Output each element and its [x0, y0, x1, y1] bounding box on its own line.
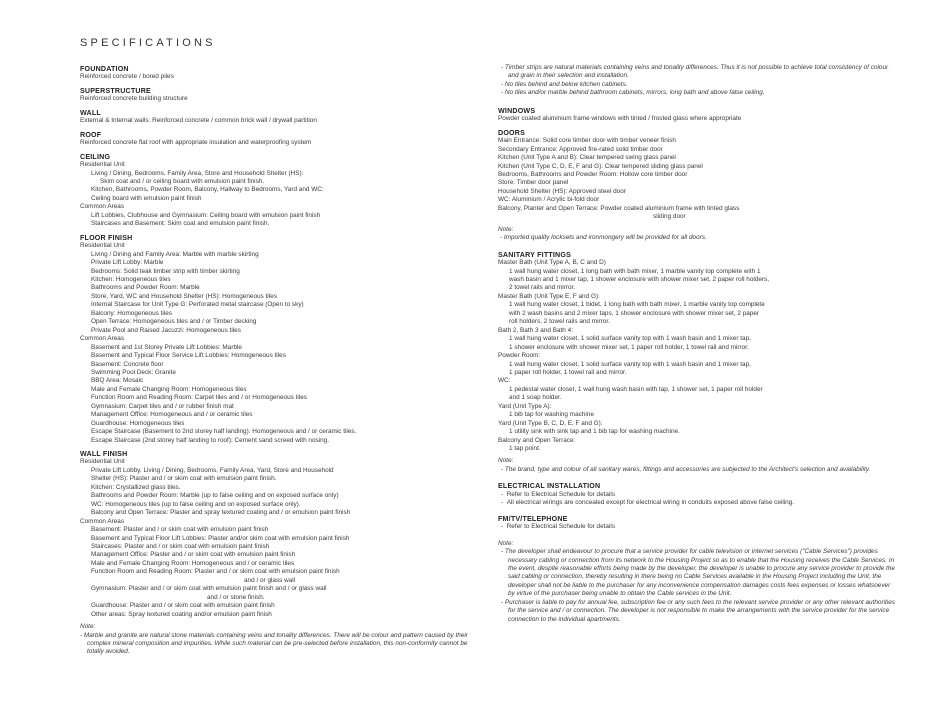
wall-finish-line: Bathrooms and Powder Room: Marble (up to false ceiling and on exposed surface only) — [91, 492, 339, 500]
floor-line: Function Room and Reading Room: Carpet tiles and / or Homogeneous tiles — [91, 394, 307, 402]
wall-finish-line: Guardhouse: Plaster and / or skim coat with emulsion paint finish — [91, 602, 275, 610]
floor-line: Kitchen: Homogeneous tiles — [91, 275, 171, 283]
roof-heading: ROOF — [80, 130, 102, 139]
wall-note-text: - Marble and granite are natural stone materials containing veins and tonality differences. There will be colour and pattern caused by their complex mineral composition and impurities. While such material can be pre-selected before installation, this non-conformity cannot be totally avoided. — [80, 631, 468, 656]
ceiling-line: Lift Lobbies, Clubhouse and Gymnasium: Ceiling board with emulsion paint finish — [91, 211, 321, 219]
windows-text: Powder coated aluminium frame windows with tinted / frosted glass where appropriate — [498, 115, 742, 123]
wall-finish-line: Private Lift Lobby, Living / Dining, Bedrooms, Family Area, Yard, Store and Household — [91, 466, 334, 474]
sanitary-note-heading: Note: — [498, 457, 514, 465]
doors-line: Kitchen (Unit Type C, D, E, F and G): Clear tempered sliding glass panel — [498, 162, 703, 170]
floor-line: Bathrooms and Powder Room: Marble — [91, 284, 200, 292]
windows-heading: WINDOWS — [498, 106, 536, 115]
ceiling-line: Skim coat and / or ceiling board with emulsion paint finish. — [100, 177, 265, 185]
sanitary-line: 1 wall hung water closet, 1 solid surface vanity top with 1 wash basin and 1 mixer tap, — [509, 335, 751, 343]
sanitary-line: Powder Room: — [498, 352, 541, 360]
ceiling-line: Ceiling board with emulsion paint finish — [91, 194, 202, 202]
floor-line: Gymnasium: Carpet tiles and / or rubber finish mat — [91, 402, 234, 410]
sanitary-line: with 2 wash basins and 2 mixer taps, 1 shower enclosure with shower mixer set, 2 paper — [509, 309, 760, 317]
floor-finish-heading: FLOOR FINISH — [80, 233, 133, 242]
doors-line: Household Shelter (HS): Approved steel door — [498, 187, 626, 195]
wall-finish-line: Function Room and Reading Room: Plaster and / or skim coat with emulsion paint finish — [91, 568, 340, 576]
floor-line: Male and Female Changing Room: Homogeneous tiles — [91, 385, 247, 393]
sanitary-line: 1 shower enclosure with shower mixer set, 1 paper roll holder, 1 towel rail and mirror. — [509, 343, 749, 351]
floor-line: Swimming Pool Deck: Granite — [91, 368, 176, 376]
roof-text: Reinforced concrete flat roof with appropriate insulation and waterproofing system — [80, 139, 312, 147]
right-column — [498, 64, 896, 624]
sanitary-line: WC: — [498, 377, 511, 385]
floor-line: Bedrooms: Solid teak timber strip with timber skirting — [91, 267, 240, 275]
ceiling-line: Staircases and Basement: Skim coat and emulsion paint finish. — [91, 220, 270, 228]
floor-line: Balcony: Homogeneous tiles — [91, 309, 172, 317]
wall-finish-line: Other areas: Spray textured coating and/or emulsion paint finish — [91, 610, 272, 618]
foundation-text: Reinforced concrete / bored piles — [80, 73, 174, 81]
sanitary-line: 1 tap point. — [509, 445, 541, 453]
wall-finish-line: Staircases: Plaster and / or skim coat with emulsion paint finish — [91, 543, 270, 551]
sanitary-line: Yard (Unit Type B, C, D, E, F and G): — [498, 419, 603, 427]
electrical-line: - Refer to Electrical Schedule for details — [501, 490, 616, 498]
doors-line: Bedrooms, Bathrooms and Powder Room: Hollow core timber door — [498, 170, 688, 178]
floor-line: BBQ Area: Mosaic — [91, 377, 144, 385]
wall-finish-line: Basement: Plaster and / or skim coat with emulsion paint finish — [91, 526, 269, 534]
sanitary-line: 1 bib tap for washing machine — [509, 411, 594, 419]
floor-line: Management Office: Homogeneous and / or ceramic tiles — [91, 411, 253, 419]
floor-line: Basement: Concrete floor — [91, 360, 164, 368]
floor-line: Escape Staircase (2nd storey half landing to roof): Cement sand screed with nosing. — [91, 436, 330, 444]
wall-finish-line: Shelter (HS): Plaster and / or skim coat with emulsion paint finish. — [91, 475, 277, 483]
wall-finish-line: and / or glass wall — [244, 576, 296, 584]
sanitary-note: - The brand, type and colour of all sanitary wares, fittings and accessories are subjected to the Architect's selection and availability. — [501, 465, 871, 473]
sanitary-line: 1 paper roll holder, 1 towel rail and mirror. — [509, 368, 627, 376]
wall-finish-line: Gymnasium: Plaster and / or skim coat with emulsion paint finish and / or glass wall — [91, 585, 327, 593]
wall-finish-line: Common Areas — [80, 517, 125, 525]
sanitary-line: 1 wall hung water closet, 1 solid surface vanity top with 1 wash basin and 1 mixer tap, — [509, 360, 751, 368]
floor-line: Internal Staircase for Unit Type G: Perforated metal staircase (Open to sky) — [91, 301, 304, 309]
doors-line: WC: Aluminium / Acrylic bi-fold door — [498, 196, 600, 204]
doors-line: Main Entrance: Solid core timber door with timber veneer finish — [498, 137, 676, 145]
purchaser-fee-note: - Purchaser is liable to pay for annual fee, subscription fee or any such fees to the relevant service provider or any other relevant authorities for the service and / or connection. The developer is not responsible to make the arrangements with the service provider for the service connection to the individual apartments. — [501, 598, 895, 623]
sanitary-heading: SANITARY FITTINGS — [498, 250, 572, 259]
ceiling-heading: CEILING — [80, 152, 111, 161]
doors-line: Kitchen (Unit Type A and B): Clear tempered swing glass panel — [498, 154, 676, 162]
foundation-heading: FOUNDATION — [80, 65, 129, 73]
sanitary-line: roll holders, 2 towel rails and mirror. — [509, 318, 610, 326]
sanitary-line: and 1 soap holder. — [509, 394, 562, 402]
electrical-line: - All electrical wirings are concealed except for electrical wiring in conduits exposed above false ceiling. — [501, 499, 795, 507]
floor-line: Store, Yard, WC and Household Shelter (HS): Homogeneous tiles — [91, 292, 277, 300]
wall-finish-line: Balcony and Open Terrace: Plaster and spray textured coating and / or emulsion paint finish — [91, 509, 351, 517]
wall-text: External & Internal walls: Reinforced concrete / common brick wall / drywall partition — [80, 117, 317, 125]
superstructure-heading: SUPERSTRUCTURE — [80, 86, 151, 95]
sanitary-line: Master Bath (Unit Type E, F and G): — [498, 292, 600, 300]
fmtv-line: - Refer to Electrical Schedule for details — [501, 523, 616, 531]
wall-finish-heading: WALL FINISH — [80, 450, 128, 459]
doors-note-heading: Note: — [498, 225, 514, 233]
floor-line: Open Terrace: Homogeneous tiles and / or Timber decking — [91, 318, 257, 326]
doors-line: Secondary Entrance: Approved fire-rated solid timber door — [498, 145, 663, 153]
sanitary-line: 1 pedestal water closet, 1 wall hung wash basin with tap, 1 shower set, 1 paper roll holder — [509, 385, 763, 393]
ceiling-line: Kitchen, Bathrooms, Powder Room, Balcony, Hallway to Bedrooms, Yard and WC: — [91, 186, 324, 194]
sanitary-line: Balcony and Open Terrace: — [498, 436, 576, 444]
floor-line: Basement and Typical Floor Service Lift Lobbies: Homogeneous tiles — [91, 352, 286, 360]
wall-note-heading: Note: — [80, 623, 96, 631]
doors-heading: DOORS — [498, 128, 526, 137]
wall-finish-line: and / or stone finish. — [207, 593, 265, 601]
sanitary-line: Yard (Unit Type A): — [498, 402, 552, 410]
wall-finish-line: Management Office: Plaster and / or skim coat with emulsion paint finish — [91, 551, 296, 559]
doors-line: Balcony, Planter and Open Terrace: Powder coated aluminium frame with tinted glass — [498, 204, 740, 212]
sanitary-line: wash basin and 1 mixer tap, 1 shower enclosure with shower mixer set, 2 paper roll holders, — [509, 275, 770, 283]
cable-services-note: - The developer shall endeavour to procure that a service provider for cable television or internet services ("Cable Services") provides necessary cabling or connection from its network to the Housing Project so as to enable that the Housing receives the Cable Services. In the event, despite reasonable efforts being made by the developer, the developer is unable to procure any service provider to provide the said cabling or connection, thereby resulting in there being no Cable Services available in the Housing Project including the Unit, the developer shall not be liable to the purchaser for any inconvenience compensation damages costs fees expenses or losses whatsoever by virtue of the purchaser being unable to obtain the Cable services in the Unit. — [501, 548, 895, 598]
doors-note: - Imported quality locksets and ironmongery will be provided for all doors. — [500, 234, 707, 242]
wall-finish-line: Residential Unit — [80, 458, 125, 466]
wall-finish-line: Kitchen: Crystallized glass tiles. — [91, 483, 181, 491]
sanitary-line: Bath 2, Bath 3 and Bath 4: — [498, 326, 573, 334]
ceiling-line: Common Areas — [80, 203, 125, 211]
floor-line: Guardhouse: Homogeneous tiles — [91, 419, 185, 427]
floor-line: Basement and 1st Storey Private Lift Lobbies: Marble — [91, 343, 242, 351]
wall-finish-line: Male and Female Changing Room: Homogeneous and / or ceramic tiles — [91, 559, 295, 567]
floor-line: Escape Staircase (Basement to 2nd storey half landing): Homogeneous and / or ceramic tiles. — [91, 428, 357, 436]
page-title: SPECIFICATIONS — [80, 37, 216, 49]
floor-line: Residential Unit — [80, 242, 125, 250]
marble-note: - No tiles and/or marble behind bathroom cabinets, mirrors, long bath and above false ceiling. — [501, 89, 765, 97]
floor-line: Living / Dining and Family Area: Marble with marble skirting — [91, 250, 259, 258]
doors-line: sliding door — [653, 213, 686, 221]
left-column — [80, 60, 476, 657]
sanitary-line: 1 wall hung water closet, 1 long bath with bath mixer, 1 marble vanity top complete with 1 — [509, 267, 761, 275]
wall-heading: WALL — [80, 108, 101, 117]
sanitary-line: 2 towel rails and mirror. — [509, 284, 576, 292]
sanitary-line: Master Bath (Unit Type A, B, C and D) — [498, 259, 606, 267]
sanitary-line: 1 wall hung water closet, 1 bidet, 1 long bath with bath mixer, 1 marble vanity top complete — [509, 301, 765, 309]
tiles-note: - No tiles behind and below kitchen cabinets. — [501, 80, 628, 88]
timber-note: - Timber strips are natural materials containing veins and tonality differences. Thus it is not possible to achieve total consistency of colour and grain in their selection and installation. — [501, 64, 889, 80]
ceiling-line: Residential Unit — [80, 161, 125, 169]
wall-finish-line: WC: Homogeneous tiles (up to false ceiling and on exposed surface only). — [91, 500, 301, 508]
sanitary-line: 1 utility sink with sink tap and 1 bib tap for washing machine. — [509, 428, 680, 436]
superstructure-text: Reinforced concrete building structure — [80, 95, 188, 103]
electrical-heading: ELECTRICAL INSTALLATION — [498, 482, 601, 491]
fmtv-heading: FM/TV/TELEPHONE — [498, 514, 568, 523]
wall-finish-line: Basement and Typical Floor Lift Lobbies: Plaster and/or skim coat with emulsion paint finish — [91, 534, 350, 542]
final-note-heading: Note: — [498, 539, 514, 547]
floor-line: Common Areas — [80, 335, 125, 343]
floor-line: Private Pool and Raised Jacuzzi: Homogeneous tiles — [91, 326, 241, 334]
doors-line: Store: Timber door panel — [498, 179, 569, 187]
ceiling-line: Living / Dining, Bedrooms, Family Area, Store and Household Shelter (HS): — [91, 169, 304, 177]
floor-line: Private Lift Lobby: Marble — [91, 259, 164, 267]
